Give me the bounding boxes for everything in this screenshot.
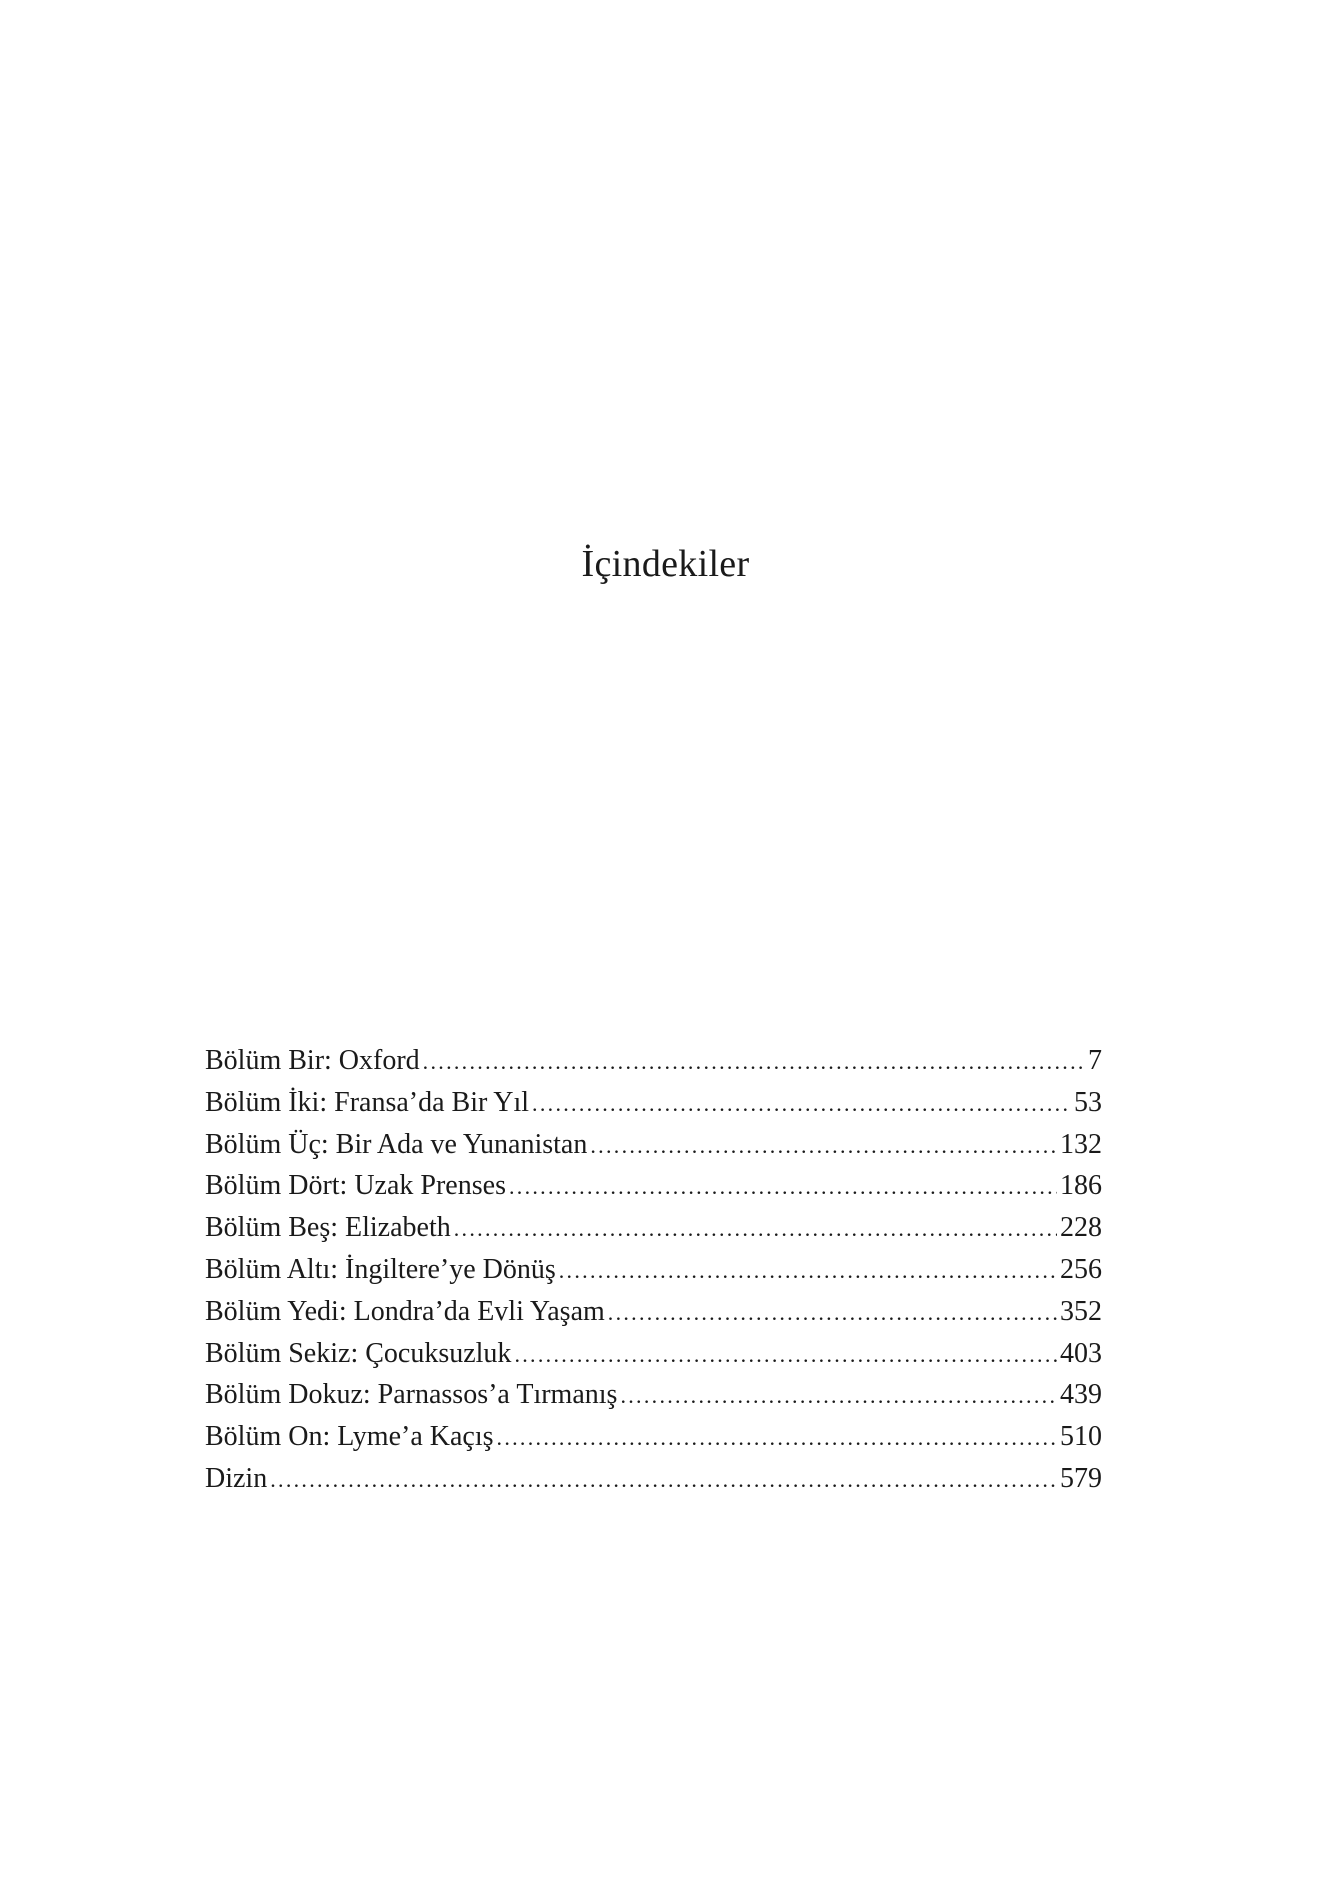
toc-entry: [205, 1124, 1102, 1166]
toc-entry-title: Bölüm On: Lyme’a Kaçış: [205, 1421, 494, 1453]
toc-entry: [205, 1374, 1102, 1416]
toc-entry-title: Bölüm İki: Fransa’da Bir Yıl: [205, 1086, 530, 1118]
toc-entry-title: Bölüm Bir: Oxford: [205, 1045, 420, 1076]
toc-entry-page: 352: [1060, 1295, 1102, 1327]
toc-entry: [205, 1207, 1102, 1249]
toc-entry-page: 7: [1088, 1045, 1102, 1076]
toc-dot-leader: [509, 1166, 1057, 1208]
toc-dot-leader: [497, 1417, 1057, 1459]
toc-entry: [205, 1082, 1102, 1124]
toc-dot-leader: [608, 1292, 1057, 1334]
toc-entry: [205, 1165, 1102, 1207]
toc-entry-page: 186: [1060, 1170, 1102, 1202]
toc-entry: [205, 1333, 1102, 1375]
toc-dot-leader: [559, 1250, 1057, 1292]
toc-dot-leader: [590, 1125, 1057, 1167]
toc-entry: [205, 1416, 1102, 1458]
toc-entry-title: Bölüm Beş: Elizabeth: [205, 1212, 451, 1244]
toc-entry: [205, 1040, 1102, 1082]
toc-entry-title: Bölüm Dokuz: Parnassos’a Tırmanış: [205, 1379, 618, 1411]
toc-entry-page: 132: [1060, 1128, 1102, 1160]
toc-entry-title: Dizin: [205, 1462, 268, 1494]
toc-entry: [205, 1291, 1102, 1333]
toc-entry-page: 228: [1060, 1212, 1102, 1244]
page-title: İçindekiler: [581, 543, 750, 585]
toc-dot-leader: [454, 1208, 1057, 1250]
toc-entry-page: 53: [1074, 1086, 1102, 1118]
toc-entry-page: 256: [1060, 1253, 1102, 1285]
toc-entry-title: Bölüm Sekiz: Çocuksuzluk: [205, 1337, 512, 1369]
toc-entry: [205, 1249, 1102, 1291]
toc-entry-page: 579: [1060, 1462, 1102, 1494]
toc-dot-leader: [423, 1041, 1085, 1083]
toc-entry: [205, 1458, 1102, 1500]
toc-entry-title: Bölüm Altı: İngiltere’ye Dönüş: [205, 1253, 556, 1285]
toc-entry-title: Bölüm Dört: Uzak Prenses: [205, 1170, 506, 1202]
toc-dot-leader: [620, 1375, 1057, 1417]
toc-dot-leader: [514, 1334, 1057, 1376]
table-of-contents: [205, 1040, 1102, 1500]
toc-entry-title: Bölüm Yedi: Londra’da Evli Yaşam: [205, 1295, 605, 1327]
toc-entry-page: 510: [1060, 1421, 1102, 1453]
toc-entry-page: 403: [1060, 1337, 1102, 1369]
toc-entry-page: 439: [1060, 1379, 1102, 1411]
toc-dot-leader: [270, 1459, 1057, 1501]
toc-dot-leader: [532, 1083, 1071, 1125]
toc-entry-title: Bölüm Üç: Bir Ada ve Yunanistan: [205, 1128, 588, 1160]
